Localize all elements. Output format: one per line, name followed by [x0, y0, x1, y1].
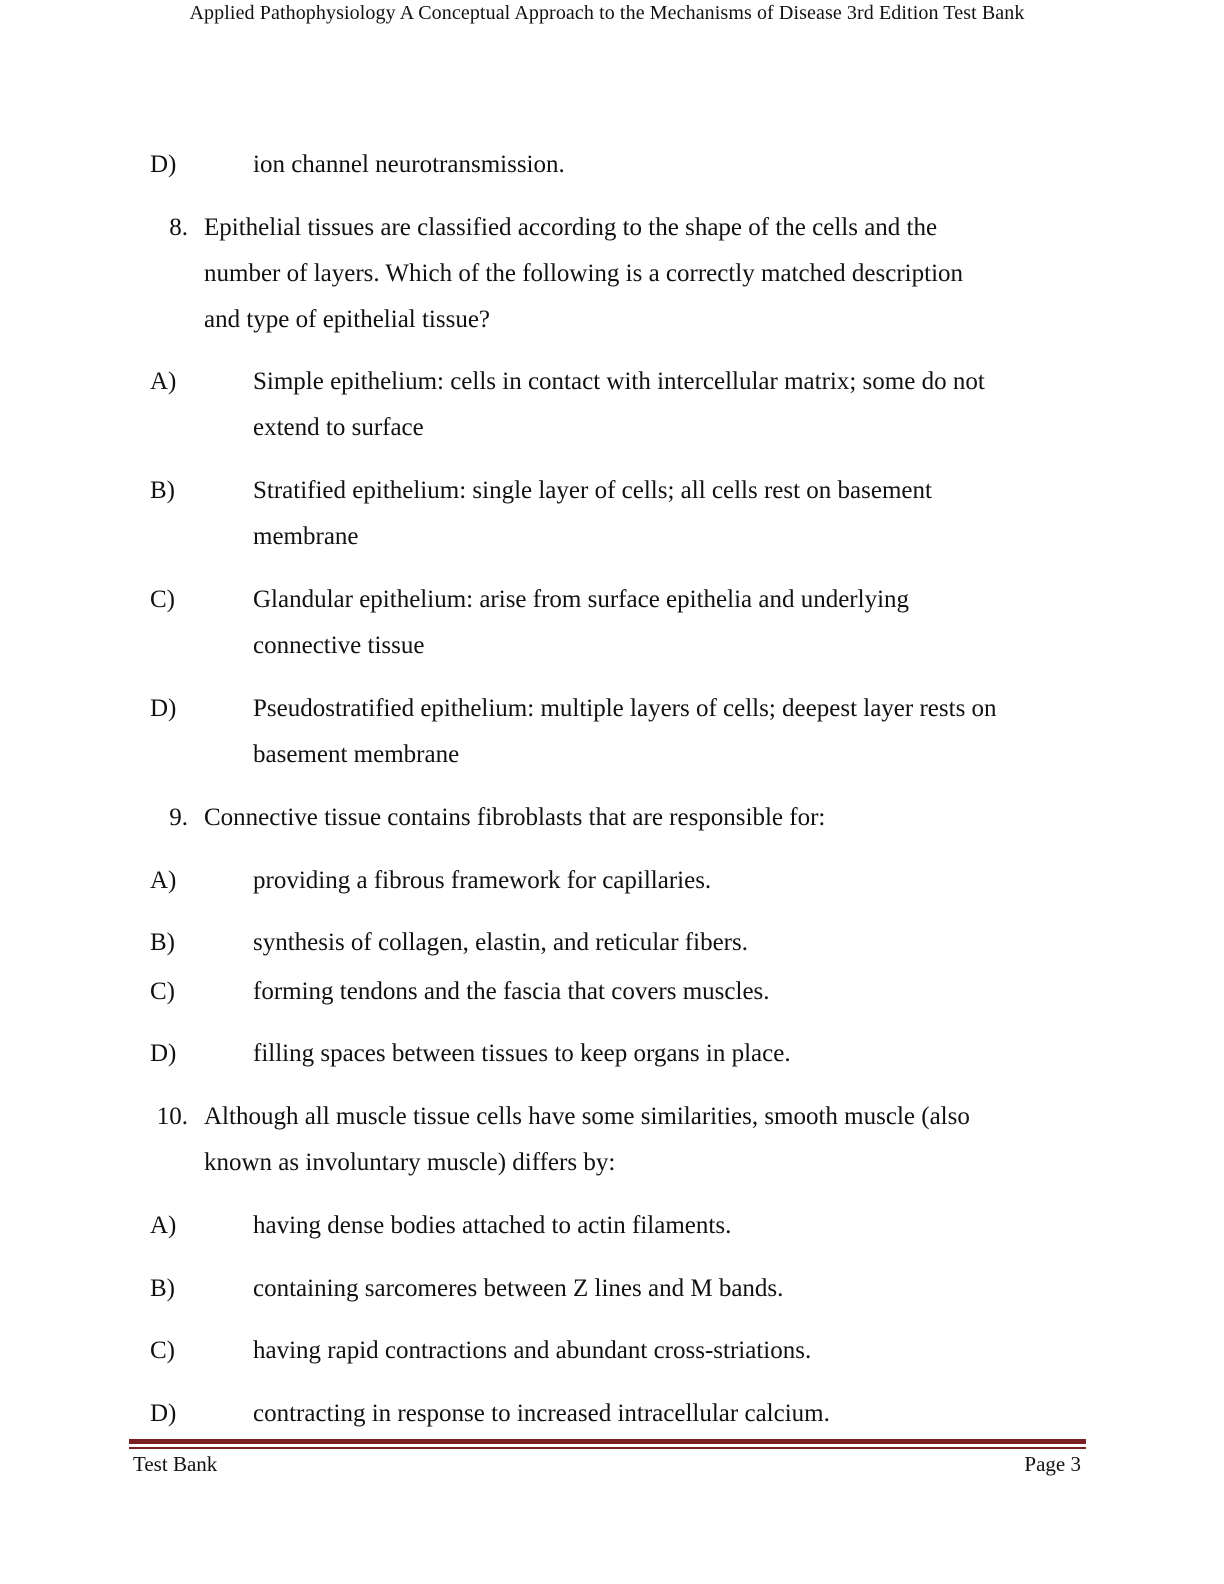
option-text: connective tissue — [253, 632, 425, 659]
option-letter: D) — [150, 1400, 177, 1427]
option-text: Simple epithelium: cells in contact with intercellular matrix; some do not — [253, 368, 985, 395]
option-text: having dense bodies attached to actin filaments. — [253, 1212, 732, 1239]
question-number: 10. — [156, 1103, 188, 1130]
page-number: Page 3 — [1024, 1452, 1081, 1476]
option-letter: A) — [150, 1212, 177, 1239]
option-letter: B) — [150, 1275, 175, 1302]
option-text: filling spaces between tissues to keep organs in place. — [253, 1040, 791, 1067]
question-number: 9. — [169, 804, 188, 831]
option-text: basement membrane — [253, 741, 460, 768]
option-letter: B) — [150, 929, 175, 956]
option-text: containing sarcomeres between Z lines and M bands. — [253, 1275, 784, 1302]
option-letter: D) — [150, 151, 177, 178]
option-letter: C) — [150, 1337, 175, 1364]
question-text-line: number of layers. Which of the following is a correctly matched description — [204, 260, 964, 287]
option-letter: C) — [150, 586, 175, 613]
option-letter: D) — [150, 1040, 177, 1067]
question-text-line: known as involuntary muscle) differs by: — [204, 1149, 616, 1176]
option-text: Pseudostratified epithelium: multiple layers of cells; deepest layer rests on — [253, 695, 997, 722]
option-text: Stratified epithelium: single layer of cells; all cells rest on basement — [253, 477, 932, 504]
question-text-line: Epithelial tissues are classified according to the shape of the cells and the — [204, 214, 938, 241]
page-header-title: Applied Pathophysiology A Conceptual Approach to the Mechanisms of Disease 3rd Edition Test Bank — [189, 2, 1025, 24]
option-text: membrane — [253, 523, 359, 550]
option-text: having rapid contractions and abundant cross-striations. — [253, 1337, 812, 1364]
question-text-line: Connective tissue contains fibroblasts that are responsible for: — [204, 804, 826, 831]
footer-divider — [129, 1439, 1086, 1444]
question-number: 8. — [169, 214, 188, 241]
question-text-line: and type of epithelial tissue? — [204, 306, 491, 333]
option-text: ion channel neurotransmission. — [253, 151, 565, 178]
option-text: synthesis of collagen, elastin, and reticular fibers. — [253, 929, 748, 956]
option-letter: B) — [150, 477, 175, 504]
option-letter: D) — [150, 695, 177, 722]
option-letter: C) — [150, 978, 175, 1005]
option-text: contracting in response to increased intracellular calcium. — [253, 1400, 830, 1427]
option-letter: A) — [150, 368, 177, 395]
option-text: Glandular epithelium: arise from surface epithelia and underlying — [253, 586, 910, 613]
option-text: forming tendons and the fascia that covers muscles. — [253, 978, 770, 1005]
footer-divider-thin — [129, 1447, 1086, 1449]
footer-label: Test Bank — [133, 1452, 218, 1476]
option-letter: A) — [150, 867, 177, 894]
question-text-line: Although all muscle tissue cells have some similarities, smooth muscle (also — [204, 1103, 970, 1130]
option-text: providing a fibrous framework for capillaries. — [253, 867, 712, 894]
option-text: extend to surface — [253, 414, 424, 441]
